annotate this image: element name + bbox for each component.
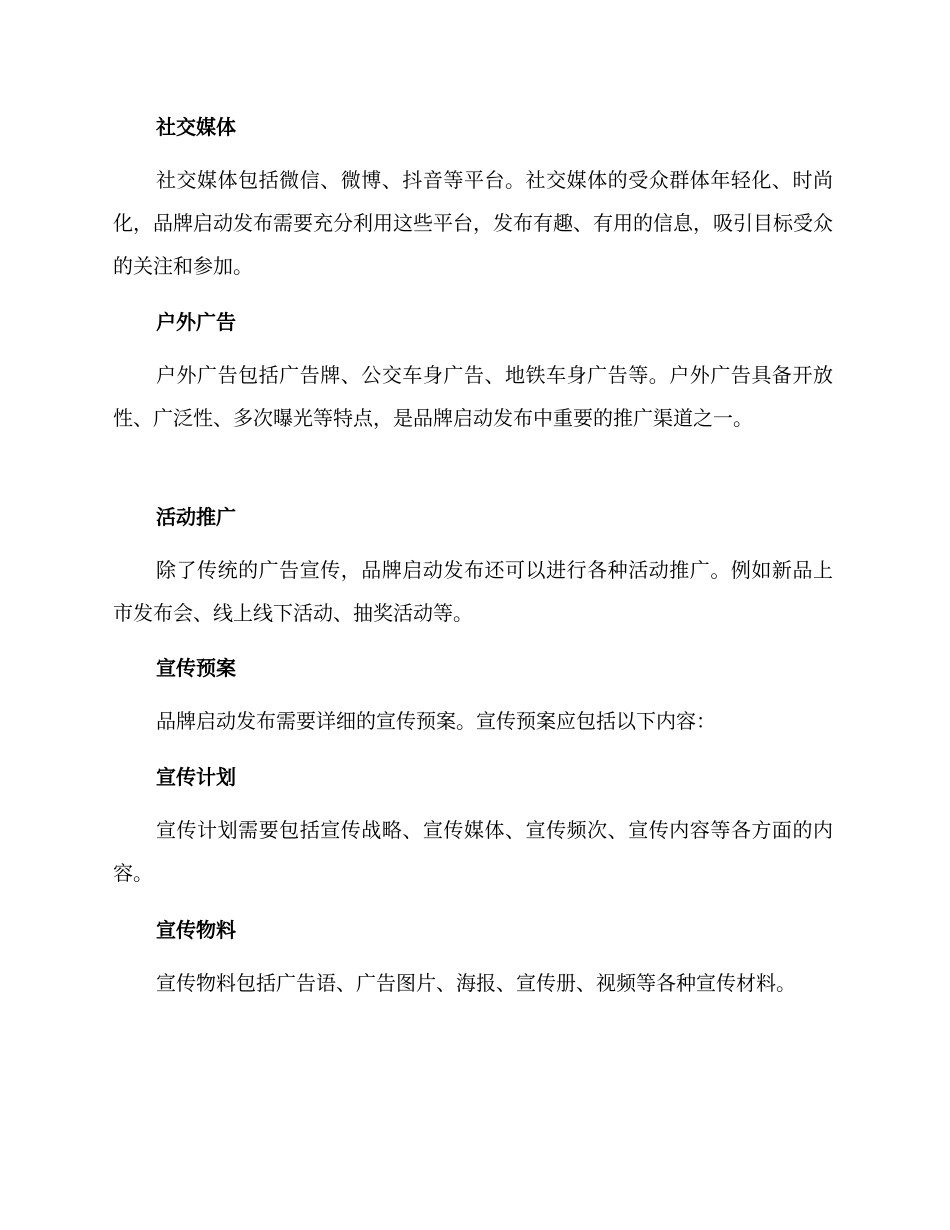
section-body-event-promotion: 除了传统的广告宣传，品牌启动发布还可以进行各种活动推广。例如新品上市发布会、线上线下活动、抽奖活动等。 (113, 558, 833, 625)
section-heading-promo-plan: 宣传预案 (156, 656, 236, 680)
section-heading-promo-schedule: 宣传计划 (156, 765, 236, 789)
section-body-promo-plan: 品牌启动发布需要详细的宣传预案。宣传预案应包括以下内容： (156, 709, 716, 733)
section-body-outdoor-ads: 户外广告包括广告牌、公交车身广告、地铁车身广告等。户外广告具备开放性、广泛性、多次曝光等特点，是品牌启动发布中重要的推广渠道之一。 (113, 363, 833, 430)
section-heading-outdoor-ads: 户外广告 (156, 310, 236, 334)
section-heading-social-media: 社交媒体 (156, 115, 236, 139)
section-heading-event-promotion: 活动推广 (156, 505, 236, 529)
section-body-promo-schedule: 宣传计划需要包括宣传战略、宣传媒体、宣传频次、宣传内容等各方面的内容。 (113, 818, 833, 885)
section-body-social-media: 社交媒体包括微信、微博、抖音等平台。社交媒体的受众群体年轻化、时尚化，品牌启动发布需要充分利用这些平台，发布有趣、有用的信息，吸引目标受众的关注和参加。 (113, 168, 833, 278)
section-heading-promo-materials: 宣传物料 (156, 918, 236, 942)
section-body-promo-materials: 宣传物料包括广告语、广告图片、海报、宣传册、视频等各种宣传材料。 (156, 971, 796, 995)
